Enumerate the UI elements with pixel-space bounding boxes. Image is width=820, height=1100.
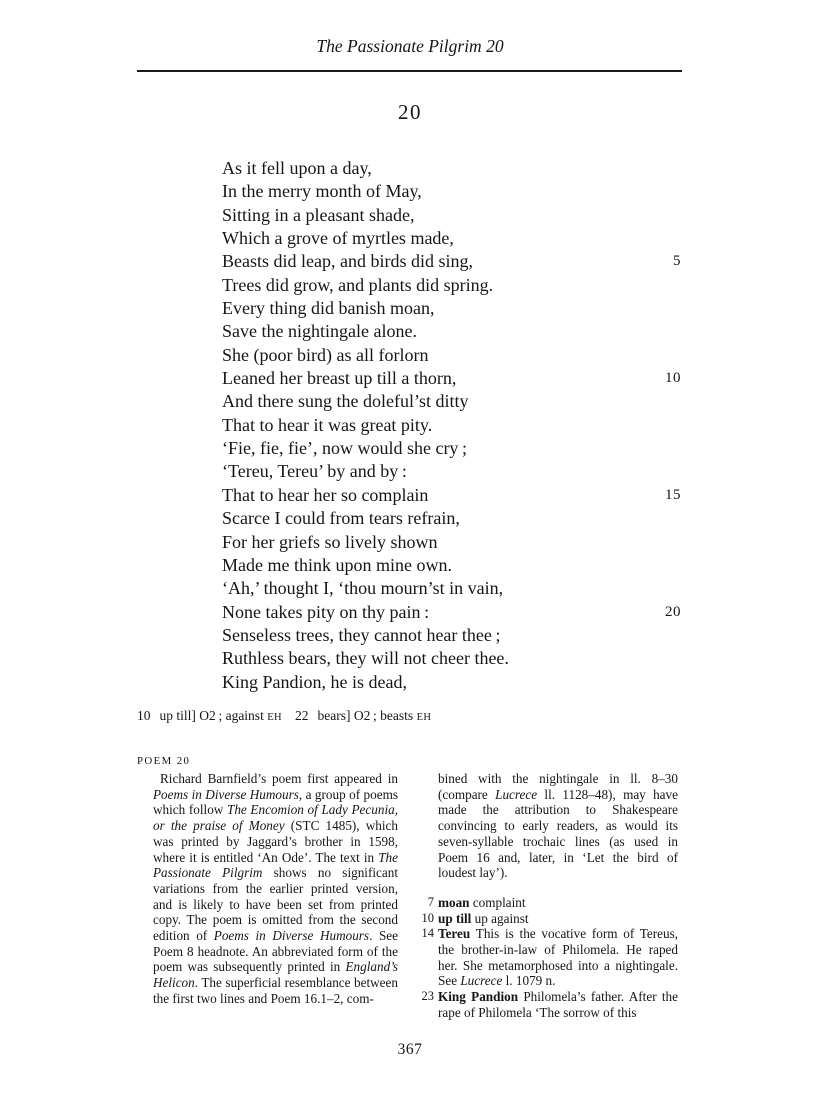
poem-line-text: Which a grove of myrtles made, <box>222 228 454 249</box>
note-line-number: 7 <box>427 894 434 909</box>
collation-siglum: EH <box>416 712 432 723</box>
poem-line <box>222 250 681 273</box>
text-run: , a group of poems which follow <box>153 786 398 818</box>
poem-line <box>222 460 681 483</box>
poem-line <box>222 157 681 180</box>
italic-title: Poems in Diverse Humours <box>213 928 370 944</box>
text-run: shows no significant variations from the earlier printed version, and is likely to have been set from printed copy. The poem is omitted from the second edition of <box>153 865 398 944</box>
commentary-note <box>421 926 678 989</box>
text-run: This is the vocative form of Tereus, the brother-in-law of Philomela. He raped her. She metamorphosed into a nightingale. See <box>438 926 678 989</box>
note-line-number: 14 <box>421 926 434 941</box>
poem-line <box>222 647 681 670</box>
poem-line-text: None takes pity on thy pain : <box>222 601 430 622</box>
poem-line <box>222 577 681 600</box>
poem-line-text: That to hear it was great pity. <box>222 414 433 435</box>
commentary-note <box>421 910 678 927</box>
poem-line-number: 5 <box>673 253 681 270</box>
collation-line-ref: 10 <box>137 708 151 723</box>
collation-siglum: EH <box>267 712 282 723</box>
commentary-heading: POEM 20 <box>137 755 191 767</box>
poem-line-text: As it fell upon a day, <box>222 158 372 178</box>
poem-line-text: Trees did grow, and plants did spring. <box>222 274 494 295</box>
poem-line <box>222 320 681 343</box>
italic-title: Lucrece <box>495 786 538 802</box>
note-lemma: King Pandion <box>438 989 519 1005</box>
collation-reading: bears] O2 ; beasts <box>317 708 414 723</box>
text-run: (STC 1485), which was printed by Jaggard’s brother in 1598, where it is entitled ‘An Ode’. The text in <box>153 818 398 865</box>
poem-text <box>222 157 681 694</box>
poem-line-number: 20 <box>665 603 681 620</box>
collation-line-ref: 22 <box>295 708 309 723</box>
poem-line <box>222 601 681 624</box>
italic-title: The Encomion of Lady Pecunia, or the praise of Money <box>153 802 398 834</box>
poem-line <box>222 624 681 647</box>
italic-title: The Passionate Pilgrim <box>153 849 398 881</box>
poem-line-number: 15 <box>665 486 681 503</box>
commentary-headnote-continuation <box>438 771 678 881</box>
poem-line-text: Beasts did leap, and birds did sing, <box>222 251 473 272</box>
poem-line-text: That to hear her so complain <box>222 484 429 505</box>
italic-title: Lucrece <box>460 973 503 989</box>
text-run: . The superficial resemblance between the first two lines and Poem 16.1–2, com- <box>153 975 398 1006</box>
poem-line <box>222 297 681 320</box>
text-run: . See Poem 8 headnote. An abbreviated form of the poem was subsequently printed in <box>153 928 398 975</box>
poem-line-text: In the merry month of May, <box>222 181 422 202</box>
poem-line <box>222 484 681 507</box>
poem-line <box>222 367 681 390</box>
poem-line-text: ‘Fie, fie, fie’, now would she cry ; <box>222 438 468 459</box>
poem-line <box>222 274 681 297</box>
poem-number: 20 <box>398 100 422 124</box>
poem-line <box>222 437 681 460</box>
text-run: complaint <box>469 894 526 910</box>
note-lemma: up till <box>438 910 472 926</box>
text-run: Philomela’s father. After the rape of Philomela ‘The sorrow of this <box>438 989 678 1020</box>
note-lemma: Tereu <box>438 926 471 942</box>
text-run: Richard Barnfield’s poem first appeared in <box>160 771 398 786</box>
commentary-left-column <box>153 771 398 1007</box>
text-run: l. 1079 n. <box>502 973 556 989</box>
italic-title: England’s Helicon <box>153 959 398 991</box>
poem-line <box>222 344 681 367</box>
page-number: 367 <box>397 1041 423 1058</box>
poem-line-text: Leaned her breast up till a thorn, <box>222 368 457 389</box>
note-line-number: 10 <box>421 910 434 925</box>
commentary-note <box>421 989 678 1020</box>
poem-line <box>222 671 681 694</box>
poem-line-text: Every thing did banish moan, <box>222 298 435 319</box>
text-run: up against <box>471 910 529 926</box>
poem-line-text: ‘Tereu, Tereu’ by and by : <box>222 461 407 482</box>
running-header: The Passionate Pilgrim 20 <box>316 36 504 56</box>
commentary-notes <box>421 894 678 1021</box>
poem-line <box>222 204 681 227</box>
poem-line <box>222 531 681 554</box>
poem-line-text: And there sung the doleful’st ditty <box>222 391 469 412</box>
commentary-right-column <box>421 771 678 1021</box>
poem-line <box>222 554 681 577</box>
poem-line-text: Sitting in a pleasant shade, <box>222 204 415 225</box>
header-rule <box>137 70 682 72</box>
poem-line-text: Made me think upon mine own. <box>222 554 452 575</box>
collation-entry <box>137 708 282 723</box>
poem-line-text: Ruthless bears, they will not cheer thee. <box>222 648 509 669</box>
poem-line <box>222 180 681 203</box>
collation-entry <box>295 708 431 723</box>
poem-line-text: Save the nightingale alone. <box>222 321 417 342</box>
poem-line-text: Senseless trees, they cannot hear thee ; <box>222 624 501 645</box>
poem-line-text: King Pandion, he is dead, <box>222 671 407 692</box>
poem-line <box>222 507 681 530</box>
commentary-note <box>427 894 678 911</box>
text-run: ll. 1128–48), may have made the attribution to Shakespeare convincing to early readers, as would its seven-syllable trochaic lines (as used in Poem 16 and, later, in ‘Let the bird of loudest lay’). <box>438 786 678 881</box>
italic-title: Poems in Diverse Humours <box>153 786 299 802</box>
poem-line <box>222 227 681 250</box>
poem-line <box>222 414 681 437</box>
poem-line-text: Scarce I could from tears refrain, <box>222 508 460 529</box>
text-run: bined with the nightingale in ll. 8–30 (compare <box>438 771 678 802</box>
note-lemma: moan <box>438 894 470 910</box>
poem-line-number: 10 <box>665 370 681 387</box>
poem-line-text: She (poor bird) as all forlorn <box>222 344 429 365</box>
collation-reading: up till] O2 ; against <box>159 708 264 723</box>
collation-line <box>137 708 697 726</box>
poem-line <box>222 390 681 413</box>
poem-line-text: For her griefs so lively shown <box>222 531 438 552</box>
poem-line-text: ‘Ah,’ thought I, ‘thou mourn’st in vain, <box>222 578 504 599</box>
note-line-number: 23 <box>421 989 434 1004</box>
